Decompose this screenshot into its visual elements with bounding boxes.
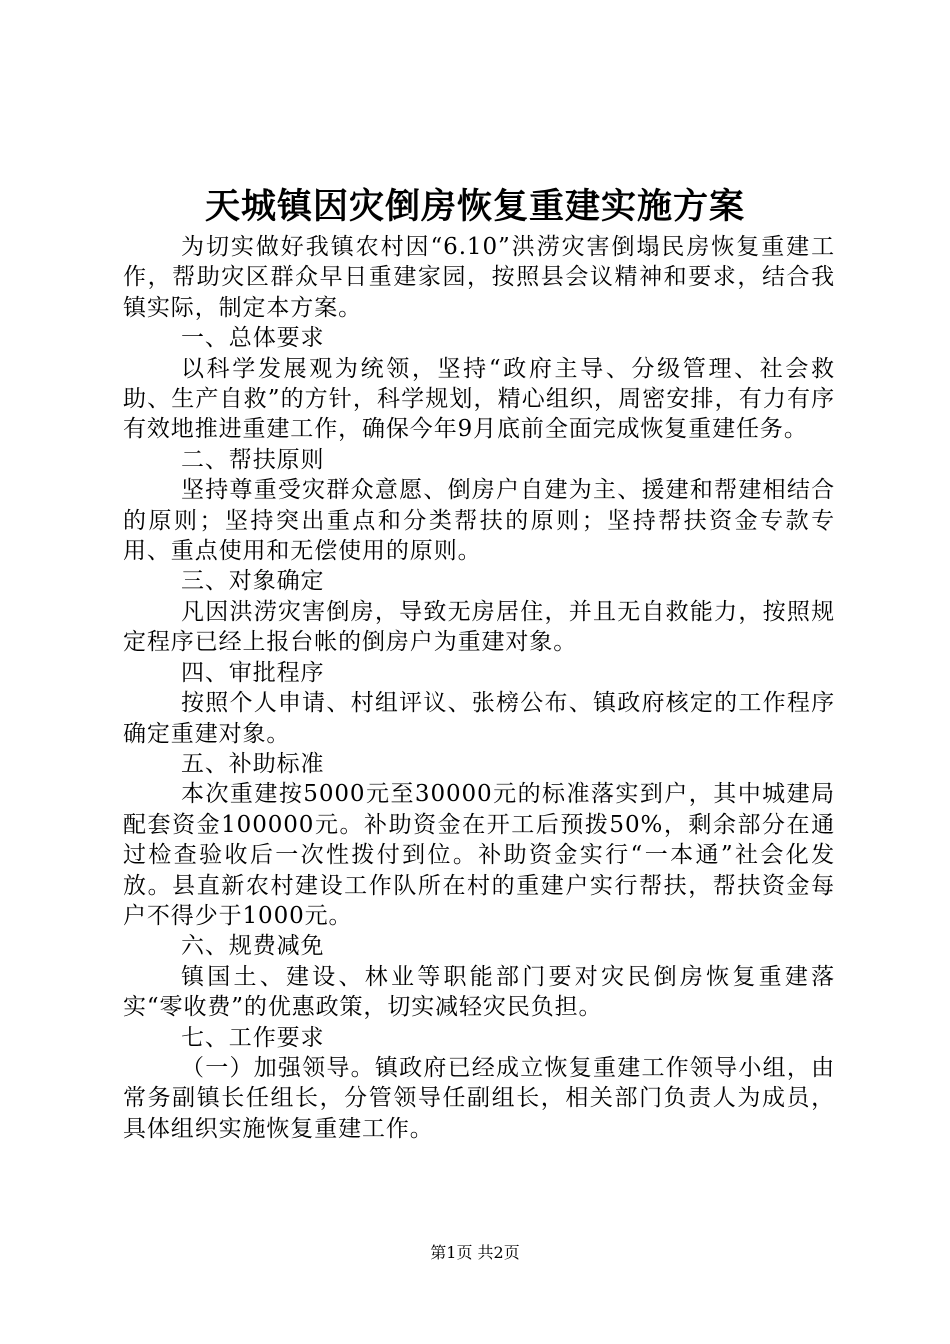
section-text-4: 按照个人申请、村组评议、张榜公布、镇政府核定的工作程序确定重建对象。 xyxy=(123,690,835,747)
section-heading-5: 五、补助标准 xyxy=(181,750,325,777)
section-text-1: 以科学发展观为统领，坚持“政府主导、分级管理、社会救助、生产自救”的方针，科学规划，精心组织，周密安排，有力有序有效地推进重建工作，确保今年9月底前全面完成恢复重建任务。 xyxy=(123,355,835,443)
section-heading-3: 三、对象确定 xyxy=(181,568,325,595)
document-title: 天城镇因灾倒房恢复重建实施方案 xyxy=(204,186,745,227)
section-text-3: 凡因洪涝灾害倒房，导致无房居住，并且无自救能力，按照规定程序已经上报台帐的倒房户为重建对象。 xyxy=(123,598,835,656)
section-text-2: 坚持尊重受灾群众意愿、倒房户自建为主、援建和帮建相结合的原则；坚持突出重点和分类帮扶的原则；坚持帮扶资金专款专用、重点使用和无偿使用的原则。 xyxy=(123,477,835,565)
document-body xyxy=(123,232,835,1144)
intro-paragraph: 为切实做好我镇农村因“6.10”洪涝灾害倒塌民房恢复重建工作，帮助灾区群众早日重建家园，按照县会议精神和要求，结合我镇实际，制定本方案。 xyxy=(123,234,835,321)
section-heading-7: 七、工作要求 xyxy=(181,1024,325,1051)
page-footer: 第1页 共2页 xyxy=(430,1243,520,1262)
section-text-7: （一）加强领导。镇政府已经成立恢复重建工作领导小组，由常务副镇长任组长，分管领导任副组长，相关部门负责人为成员，具体组织实施恢复重建工作。 xyxy=(123,1054,835,1142)
section-heading-1: 一、总体要求 xyxy=(181,325,325,352)
section-heading-6: 六、规费减免 xyxy=(181,933,325,960)
section-text-6: 镇国土、建设、林业等职能部门要对灾民倒房恢复重建落实“零收费”的优惠政策，切实减轻灾民负担。 xyxy=(123,963,835,1021)
section-heading-2: 二、帮扶原则 xyxy=(181,446,325,473)
section-text-5: 本次重建按5000元至30000元的标准落实到户，其中城建局配套资金100000元。补助资金在开工后预拨50%，剩余部分在通过检查验收后一次性拨付到位。补助资金实行“一本通”社会化发放。县直新农村建设工作队所在村的重建户实行帮扶，帮扶资金每户不得少于1000元。 xyxy=(123,781,835,929)
section-heading-4: 四、审批程序 xyxy=(181,659,325,686)
